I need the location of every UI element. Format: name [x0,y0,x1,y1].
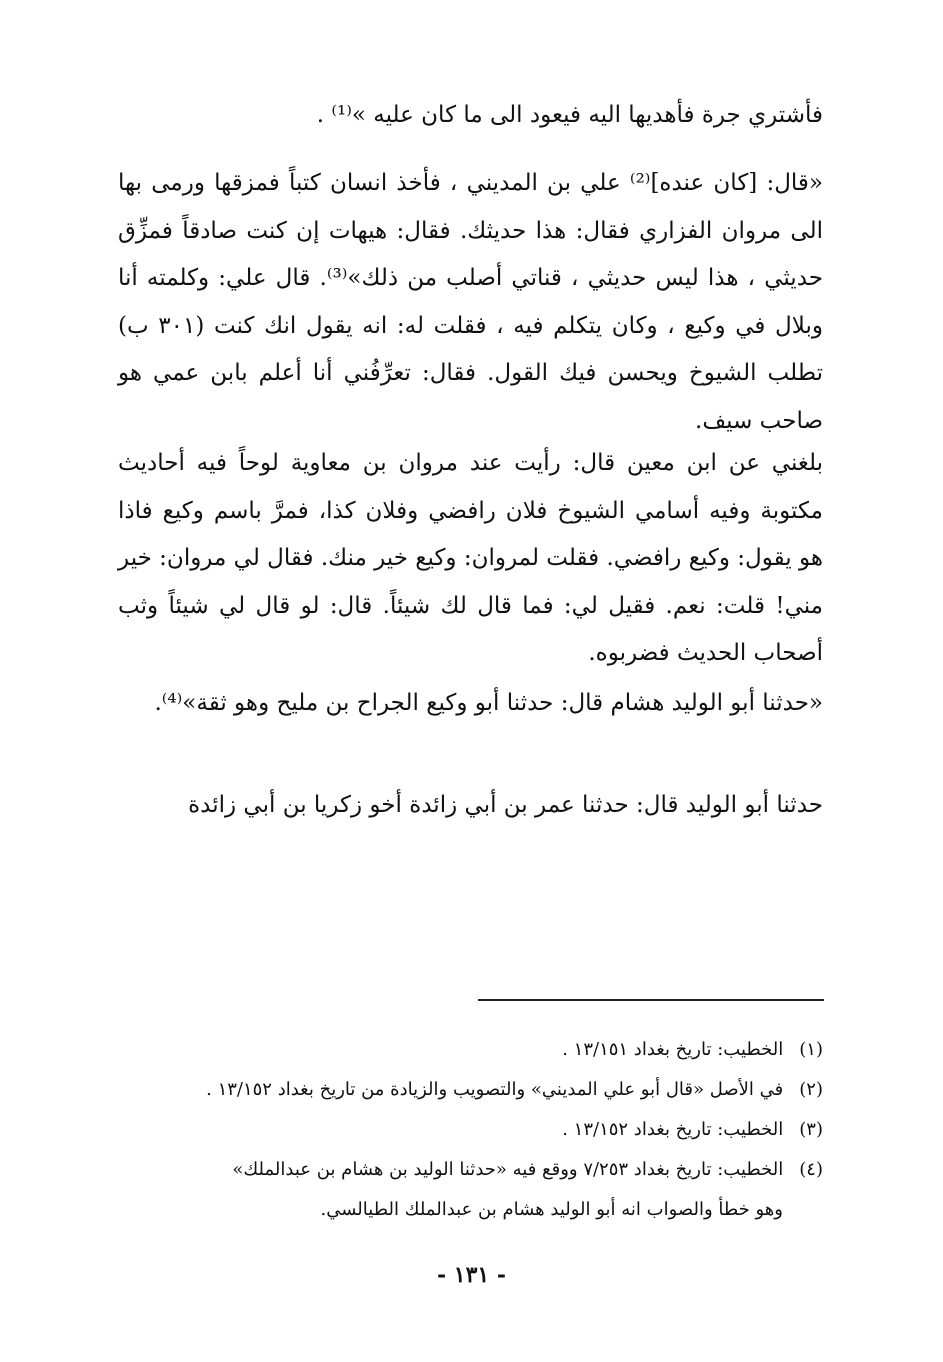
page-number: - ١٣١ - [436,1262,507,1288]
footnote-text: الخطيب: تاريخ بغداد ١٣/١٥١ . [562,1039,784,1060]
footnote-number: (٤) [799,1159,823,1180]
footnote-text: الخطيب: تاريخ بغداد ١٣/١٥٢ . [562,1119,784,1140]
footnote-continuation: وهو خطأ والصواب انه أبو الوليد هشام بن عبدالملك الطيالسي. [320,1199,783,1220]
footnote-number: (٣) [799,1119,823,1140]
footnote-separator [478,999,824,1001]
paragraph-5: حدثنا أبو الوليد قال: حدثنا عمر بن أبي زائدة أخو زكريا بن أبي زائدة [188,792,823,818]
footnote-number: (٢) [799,1079,823,1100]
paragraph-3: بلغني عن ابن معين قال: رأيت عند مروان بن معاوية لوحاً فيه أحاديث مكتوبة وفيه أسامي الشيوخ فلان رافضي وفلان كذا، فمرَّ باسم وكيع فاذا هو يقول: وكيع رافضي. فقلت لمروان: وكيع خير منك. فقال لي مروان: خير مني! قلت: نعم. فقيل لي: فما قال لك شيئاً. قال: لو قال لي شيئاً وثب أصحاب الحديث فضربوه. [118,450,823,666]
footnote-3 [118,1110,823,1150]
paragraph-2: «قال: [كان عنده]⁽²⁾ علي بن المديني ، فأخذ انسان كتباً فمزقها ورمى بها الى مروان الفزاري فقال: هذا حديثك. فقال: هيهات إن كنت صادقاً فمزِّق حديثي ، هذا ليس حديثي ، قناتي أصلب من ذلك»⁽³⁾. قال علي: وكلمته أنا وبلال في وكيع ، وكان يتكلم فيه ، فقلت له: انه يقول انك كنت (٣٠١ ب) تطلب الشيوخ ويحسن فيك القول. فقال: تعرِّفُني أنا أعلم بابن عمي هو صاحب سيف. [118,170,824,434]
paragraph-4: «حدثنا أبو الوليد هشام قال: حدثنا أبو وكيع الجراح بن مليح وهو ثقة»⁽⁴⁾. [154,690,823,716]
paragraph-1: فأشتري جرة فأهديها اليه فيعود الى ما كان عليه »⁽¹⁾ . [316,102,823,128]
footnote-2 [118,1070,823,1110]
footnote-text: في الأصل «قال أبو علي المديني» والتصويب والزيادة من تاريخ بغداد ١٣/١٥٢ . [206,1079,784,1100]
footnote-number: (١) [799,1039,823,1060]
footnote-4 [118,1150,823,1230]
footnote-1 [118,1030,823,1070]
footnote-text: الخطيب: تاريخ بغداد ٧/٢٥٣ ووقع فيه «حدثنا الوليد بن هشام بن عبدالملك» [232,1159,784,1180]
